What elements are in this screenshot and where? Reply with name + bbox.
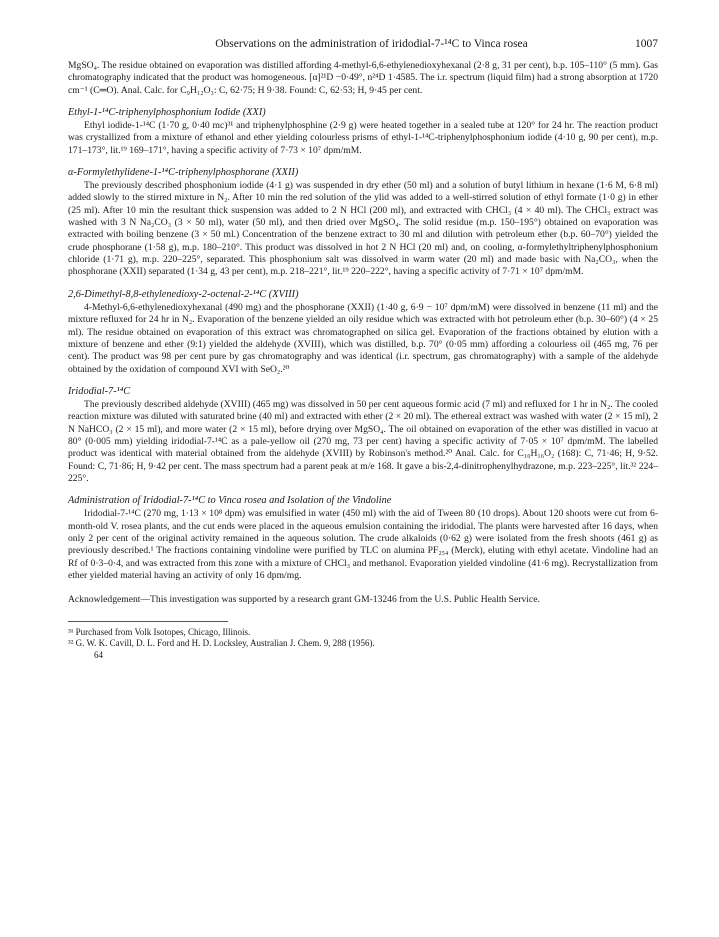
running-title: Observations on the administration of iridodial-7-¹⁴C to Vinca rosea: [215, 38, 528, 50]
footnote-32: ³² G. W. K. Cavill, D. L. Ford and H. D. Locksley, Australian J. Chem. 9, 288 (1956).: [68, 638, 375, 649]
paragraph-ethyl-phosphonium-iodide: Ethyl iodide-1-¹⁴C (1·70 g, 0·40 mc)³¹ and triphenylphosphine (2·9 g) were heated together in a sealed tube at 120° for 24 hr. The reaction product was crystallized from a mixture of ethanol and ether yielding colourless prisms of ethyl-1-¹⁴C-triphenylphosphonium iodide (4·10 g, 90 per cent), m.p. 171–173°, lit.¹⁹ 169–171°, having a specific activity of 7·73 × 10⁷ dpm/mM.: [68, 120, 658, 156]
paragraph-continuation: MgSO₄. The residue obtained on evaporation was distilled affording 4-methyl-6,6-ethylenedioxyhexanal (2·8 g, 31 per cent), b.p. 105–110° (5 mm). Gas chromatography indicated that the product was homogeneous. [α]²¹D −0·49°, n²⁴D 1·4585. The i.r. spectrum (liquid film) had a strong absorption at 1720 cm⁻¹ (C═O). Anal. Calc. for C₉H₁₂O₃: C, 62·75; H 9·38. Found: C, 62·53; H, 9·45 per cent.: [68, 60, 658, 96]
footnote-rule: [68, 621, 228, 622]
section-heading-formylethylidene-phosphorane: α-Formylethylidene-1-¹⁴C-triphenylphosphorane (XXII): [68, 167, 299, 179]
section-heading-ethyl-phosphonium-iodide: Ethyl-1-¹⁴C-triphenylphosphonium Iodide (XXI): [68, 107, 266, 119]
signature-mark: 64: [94, 649, 103, 660]
journal-page: [68, 38, 658, 661]
section-heading-dimethyl-octenal: 2,6-Dimethyl-8,8-ethylenedioxy-2-octenal-2-¹⁴C (XVIII): [68, 288, 299, 300]
page-number: 1007: [635, 38, 658, 50]
running-header: [68, 38, 658, 50]
section-heading-administration-vindoline: Administration of Iridodial-7-¹⁴C to Vinca rosea and Isolation of the Vindoline: [68, 495, 392, 507]
paragraph-administration-vindoline: Iridodial-7-¹⁴C (270 mg, 1·13 × 10⁸ dpm) was emulsified in water (450 ml) with the aid of Tween 80 (10 drops). About 120 shoots were cut from 6-month-old V. rosea plants, and the cut ends were placed in the aqueous emulsion containing the iridodial. The plants were harvested after 16 days, when only 2 per cent of the original activity remained in the aqueous solution. The crude alkaloids (0·62 g) were isolated from the fresh shoots (461 g) as previously described.¹ The fractions containing vindoline were purified by TLC on alumina PF₂₅₄ (Merck), eluting with ethyl acetate. Vindoline had an Rf of 0·3–0·4, and was extracted from this zone with a mixture of CHCl₃ and methanol. Evaporation yielded vindoline (41·6 mg). Recrystallization from ether yielded material having an activity of only 16 dpm/mg.: [68, 508, 658, 581]
paragraph-iridodial: The previously described aldehyde (XVIII) (465 mg) was dissolved in 50 per cent aqueous formic acid (7 ml) and refluxed for 1 hr in N₂. The cooled reaction mixture was diluted with saturated brine (40 ml) and extracted with ether (2 × 20 ml). The ethereal extract was washed with water (2 × 15 ml), 2 N NaHCO₃ (2 × 15 ml), and more water (2 × 15 ml), before drying over MgSO₄. The oil obtained on evaporation of the ether was distilled in vacuo at 80° (0·005 mm) yielding iridodial-7-¹⁴C as a pale-yellow oil (270 mg, 73 per cent) having a specific activity of 7·05 × 10⁷ dpm/mM. The labelled product was identical with material obtained from the aldehyde (XVIII) by Robinson's method.²⁰ Anal. Calc. for C₁₀H₁₆O₂ (168): C, 71·46; H, 9·52. Found: C, 71·86; H, 9·42 per cent. The mass spectrum had a parent peak at m/e 168. It gave a bis-2,4-dinitrophenylhydrazone, m.p. 223–225°, lit.³² 224–225°.: [68, 398, 658, 484]
footnote-31: ³¹ Purchased from Volk Isotopes, Chicago, Illinois.: [68, 626, 251, 637]
paragraph-dimethyl-octenal: 4-Methyl-6,6-ethylenedioxyhexanal (490 mg) and the phosphorane (XXII) (1·40 g, 6·9 − 10⁷ dpm/mM) were dissolved in benzene (11 ml) and the mixture refluxed for 24 hr in N₂. Evaporation of the benzene yielded an oily residue which was extracted with hot petroleum ether (b.p. 30–60°) (4 × 25 ml). The residue obtained on evaporation of this extract was chromatographed on silica gel. Evaporation of the fractions obtained by elution with a mixture of benzene and ether (9:1) yielded the aldehyde (XVIII), which was distilled, b.p. 70° (0·05 mm) affording a colourless oil (465 mg, 76 per cent). The product was 98 per cent pure by gas chromatography and was identical (i.r. spectrum, gas chromatography) with a sample of the aldehyde obtained by the oxidation of compound XVI with SeO₂.²⁰: [68, 301, 658, 375]
section-heading-iridodial: Iridodial-7-¹⁴C: [68, 385, 131, 397]
footnotes: [68, 627, 658, 650]
acknowledgement: Acknowledgement—This investigation was supported by a research grant GM-13246 from the U.S. Public Health Service.: [68, 594, 540, 606]
paragraph-formylethylidene-phosphorane: The previously described phosphonium iodide (4·1 g) was suspended in dry ether (50 ml) and a solution of butyl lithium in hexane (1·6 M, 6·8 ml) added slowly to the stirred mixture in N₂. After 10 min the red solution of the ylid was added to a well-stirred solution of ethyl formate (1·0 g) in ether (25 ml). After 10 min the resultant thick suspension was added to 2 N HCl (200 ml), and extracted with CHCl₃ (4 × 40 ml). The CHCl₃ extract was washed with 3 N Na₂CO₃ (3 × 50 ml), water (50 ml), and then dried over MgSO₄. The solid residue (m.p. 150–195°) obtained on evaporation was extracted with boiling benzene (3 × 50 ml.) Concentration of the benzene extract to 30 ml and dilution with petroleum ether (b.p. 60–70°) yielded the crude phosphorane (1·58 g), m.p. 180–210°. This product was dissolved in hot 2 N HCl (20 ml) and, on cooling, α-formylethyltriphenylphosphonium chloride (1·71 g), m.p. 220–225°, separated. This phosphonium salt was dissolved in warm water (20 ml) and made basic with Na₂CO₃, when the phosphorane (XXII) separated (1·34 g, 43 per cent), m.p. 218–221°, lit.¹⁹ 220–222°, having a specific activity of 7·71 × 10⁷ dpm/mM.: [68, 180, 658, 278]
